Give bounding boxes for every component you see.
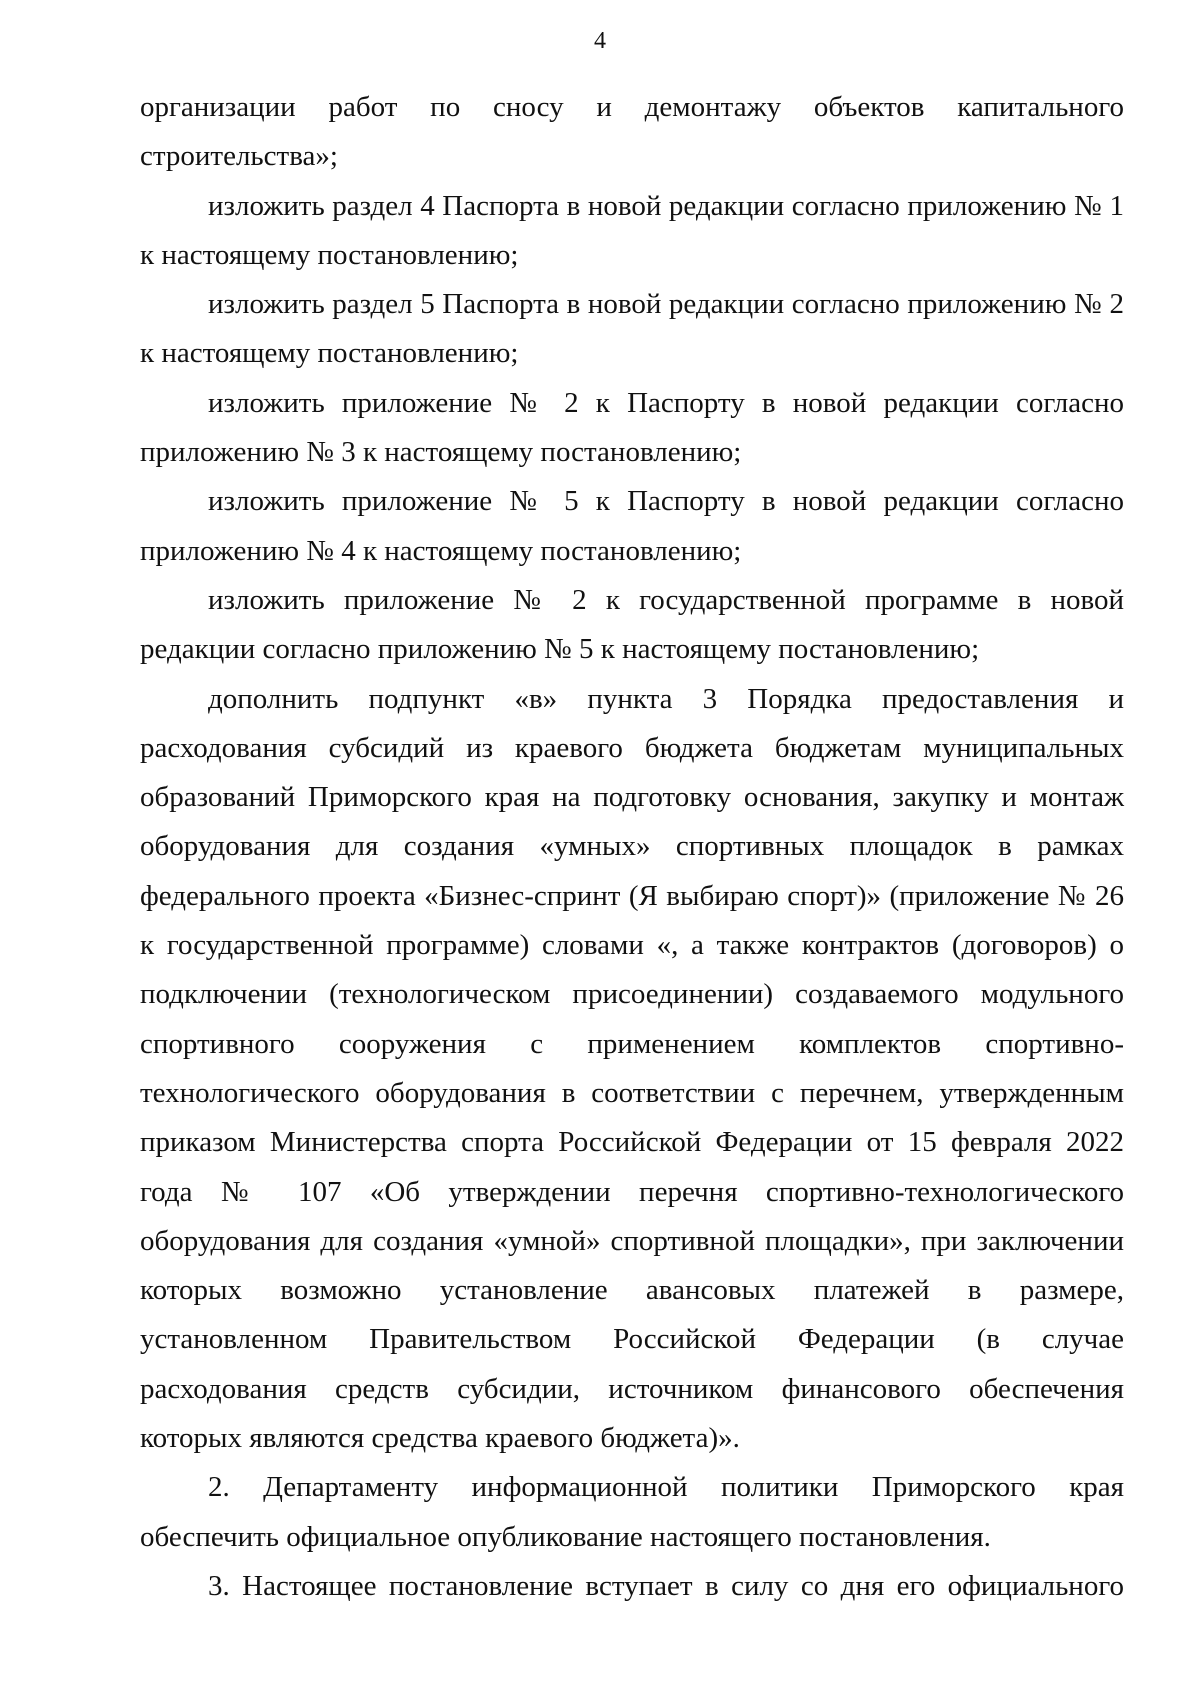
- paragraph-item-3: 3. Настоящее постановление вступает в силу со дня его официального: [208, 1569, 1124, 1602]
- paragraph-annex-2-program: изложить приложение № 2 к государственной программе в новой редакции согласно приложению № 5 к настоящему постановлению;: [140, 583, 1124, 666]
- paragraph-annex-5-passport: изложить приложение № 5 к Паспорту в новой редакции согласно приложению № 4 к настоящему постановлению;: [140, 485, 1124, 567]
- paragraph-section-5: изложить раздел 5 Паспорта в новой редакции согласно приложению № 2 к настоящему постановлению;: [140, 288, 1124, 370]
- paragraph-subsidy-procedure: дополнить подпункт «в» пункта 3 Порядка предоставления и расходования субсидий из краевого бюджета бюджетам муниципальных образований Приморского края на подготовку основания, закупку и монтаж оборудования для создания «умных» спортивных площадок в рамках федерального проекта «Бизнес-спринт (Я выбираю спорт)» (приложение № 26 к государственной программе) словами «, а также контрактов (договоров) о подключении (технологическом присоединении) создаваемого модульного спортивного сооружения с применением комплектов спортивно-технологического оборудования в соответствии с перечнем, утвержденным приказом Министерства спорта Российской Федерации от 15 февраля 2022 года № 107 «Об утверждении перечня спортивно-технологического оборудования для создания «умной» спортивной площадки», при заключении которых возможно установление авансовых платежей в размере, установленном Правительством Российской Федерации (в случае расходования средств субсидии, источником финансового обеспечения которых являются средства краевого бюджета)».: [140, 682, 1124, 1455]
- page-number: 4: [594, 28, 606, 54]
- paragraph-section-4: изложить раздел 4 Паспорта в новой редакции согласно приложению № 1 к настоящему постановлению;: [140, 189, 1124, 271]
- paragraph-continuation: организации работ по сносу и демонтажу объектов капитального строительства»;: [140, 91, 1124, 173]
- document-body: [140, 83, 1124, 1611]
- paragraph-item-2: 2. Департаменту информационной политики Приморского края обеспечить официальное опубликование настоящего постановления.: [140, 1471, 1124, 1553]
- paragraph-annex-2-passport: изложить приложение № 2 к Паспорту в новой редакции согласно приложению № 3 к настоящему постановлению;: [140, 386, 1124, 469]
